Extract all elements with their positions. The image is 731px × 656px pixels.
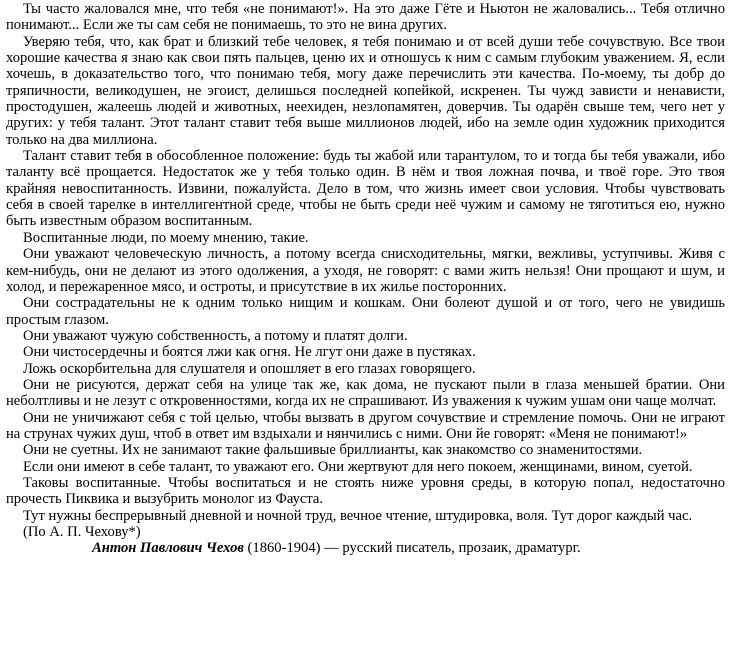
paragraph-5: Они уважают человеческую личность, а потому всегда снисходительны, мягки, вежливы, уступчивы. Живя с кем-нибудь, они не делают из этого одолжения, а уходя, не говорят: с вами жить нельзя! Они прощают и шум, и холод, и пережаренное мясо, и остроты, и присутствие в их жилье посторонних. xyxy=(6,246,725,295)
author-name: Антон Павлович Чехов xyxy=(92,540,244,557)
paragraph-9: Ложь оскорбительна для слушателя и опошляет в его глазах говорящего. xyxy=(23,360,476,377)
paragraph-2: Уверяю тебя, что, как брат и близкий тебе человек, я тебя понимаю и от всей души тебе сочувствую. Все твои хорошие качества я знаю как свои пять пальцев, ценю их и отношусь к ним с самым глубоким уважением. Я, если хочешь, в доказательство того, что понимаю тебя, могу даже перечислить эти качества. По-моему, ты добр до тряпичности, великодушен, не эгоист, делишься последней копейкой, искренен. Ты чужд зависти и ненависти, простодушен, жалеешь людей и животных, неехиден, незлопамятен, доверчив. Ты одарён свыше тем, чего нет у других: у тебя талант. Этот талант ставит тебя выше миллионов людей, ибо на земле один художник приходится только на два миллиона. xyxy=(6,33,725,148)
paragraph-11: Они не уничижают себя с той целью, чтобы вызвать в другом сочувствие и стремление помочь. Они не играют на струнах чужих душ, чтоб в ответ им вздыхали и нянчились с ними. Они йе говорят: «Меня не понимают!» xyxy=(6,409,725,442)
paragraph-6: Они сострадательны не к одним только нищим и кошкам. Они болеют душой и от того, чего не увидишь простым глазом. xyxy=(6,295,725,328)
paragraph-12: Они не суетны. Их не занимают такие фальшивые бриллианты, как знакомство со знаменитостями. xyxy=(23,442,643,459)
author-line xyxy=(6,540,725,556)
paragraph-8: Они чистосердечны и боятся лжи как огня. Не лгут они даже в пустяках. xyxy=(23,344,476,361)
paragraph-10: Они не рисуются, держат себя на улице так же, как дома, не пускают пыли в глаза меньшей братии. Они неболтливы и не лезут с откровенностями, когда их не спрашивают. Из уважения к чужим ушам они чаще молчат. xyxy=(6,376,725,410)
source-attribution: (По А. П. Чехову*) xyxy=(23,524,141,540)
paragraph-4: Воспитанные люди, по моему мнению, такие. xyxy=(23,229,309,246)
paragraph-14: Таковы воспитанные. Чтобы воспитаться и не стоять ниже уровня среды, в которую попал, недостаточно прочесть Пиквика и вызубрить монолог из Фауста. xyxy=(6,474,725,508)
author-info: (1860-1904) — русский писатель, прозаик, драматург. xyxy=(243,540,581,557)
paragraph-13: Если они имеют в себе талант, то уважают его. Они жертвуют для него покоем, женщинами, вином, суетой. xyxy=(23,458,693,475)
paragraph-3: Талант ставит тебя в обособленное положение: будь ты жабой или тарантулом, то и тогда бы тебя уважали, ибо таланту всё прощается. Недостаток же у тебя только один. В нём и твоя ложная почва, и твоё горе. Это твоя крайняя невоспитанность. Извини, пожалуйста. Дело в том, что жизнь имеет свои условия. Чтобы чувствовать себя в своей тарелке в интеллигентной среде, чтобы не быть среди неё чужим и самому не тяготиться ею, нужно быть известным образом воспитанным. xyxy=(6,148,725,230)
paragraph-7: Они уважают чужую собственность, а потому и платят долги. xyxy=(23,327,408,344)
paragraph-1: Ты часто жаловался мне, что тебя «не понимают!». На это даже Гёте и Ньютон не жаловались... Тебя отлично понимают... Если же ты сам себя не понимаешь, то это не вина других. xyxy=(6,1,725,34)
paragraph-15: Тут нужны беспрерывный дневной и ночной труд, вечное чтение, штудировка, воля. Тут дорог каждый час. xyxy=(23,507,693,524)
